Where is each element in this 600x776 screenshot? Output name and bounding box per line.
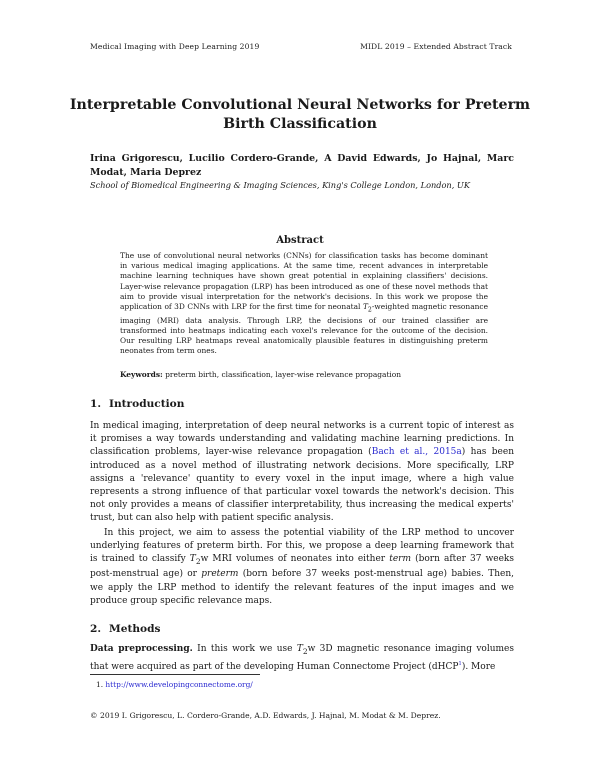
section-title: Introduction [109,398,185,410]
text-span: (born after 37 weeks post-menstrual age) or [90,554,514,580]
footnote-number: 1. [96,680,104,689]
citation-link[interactable]: Bach et al., 2015a [371,447,462,458]
abstract-body [120,251,488,357]
text-span: MRI volumes of neonates into either [208,554,390,565]
t2-symbol: T [189,554,196,565]
running-header-right: MIDL 2019 – Extended Abstract Track [360,42,512,51]
footnote [96,680,253,689]
text-span: In medical imaging, interpretation of deep neural networks is a current topic of interest as it promises a way towards understanding and validating machine learning predictions. In classification problems, layer-wise relevance propagation ( [90,421,514,458]
copyright-notice: © 2019 I. Grigorescu, L. Cordero-Grande, A.D. Edwards, J. Hajnal, M. Modat & M. Deprez. [90,711,441,720]
text-span: ) has been introduced as a novel method of illustrating network decisions. More specifically, LRP assigns a 'relevance' quantity to every voxel in the input image, where a high value represents a strong influence of that particular voxel towards the network's decision. This not only provides a means of classifier interpretability, thus increasing the medical experts' trust, but can also help with patient specific analysis. [90,447,514,524]
footnote-marker[interactable]: 1 [458,661,462,667]
abstract-text-1: The use of convolutional neural networks (CNNs) for classification tasks has become dominant in various medical imaging applications. At the same time, recent advances in interpretable machine learning techniques have shown great potential in explaining classifiers' decisions. Layer-wise relevance propagation (LRP) has been introduced as one of these novel methods that aim to provide visual interpretation for the network's decisions. In this work we propose the application of 3D CNNs with LRP for the first time for neonatal [120,251,488,312]
author-list: Irina Grigorescu, Lucilio Cordero-Grande, A David Edwards, Jo Hajnal, Marc Modat, Maria Deprez [90,153,514,178]
text-span: 3D magnetic resonance imaging volumes that were acquired as part of the developing Human Connectome Project (dHCP [90,644,514,672]
abstract-heading: Abstract [276,235,324,246]
section-number: 1. [90,398,102,410]
section-heading-methods [90,623,161,635]
section-title: Methods [109,623,161,635]
keywords-text: preterm birth, classification, layer-wise relevance propagation [165,370,402,379]
keywords [120,370,401,379]
paper-title [0,96,600,134]
text-span: In this project, we aim to assess the potential viability of the LRP method to uncover underlying features of preterm birth. For this, we propose a deep learning framework that is trained to classify [90,528,514,565]
t2-subscript: 2 [302,646,308,656]
text-span: ). More [461,662,496,672]
t2-symbol: T [296,644,303,654]
affiliation: School of Biomedical Engineering & Imaging Sciences, King's College London, London, UK [90,180,470,190]
methods-paragraph-1 [90,643,514,674]
paragraph-lead: Data preprocessing. [90,644,193,654]
text-span: In this work we use [192,644,297,654]
footnote-url-link[interactable]: http://www.developingconnectome.org/ [105,680,253,689]
title-line-1: Interpretable Convolutional Neural Networks for Preterm [69,97,531,113]
t2-symbol: T [362,302,368,312]
section-heading-introduction [90,398,184,410]
intro-paragraph-2 [90,527,514,608]
running-header-left: Medical Imaging with Deep Learning 2019 [90,42,260,51]
intro-paragraph-1 [90,420,514,526]
title-line-2: Birth Classification [223,116,377,132]
text-span: w [307,644,316,654]
text-span: (born before 37 weeks post-menstrual age) babies. Then, we apply the LRP method to identify the relevant features of the input images and we produce group specific relevance maps. [90,569,514,606]
t2-subscript: 2 [195,557,201,567]
abstract-text-2: -weighted magnetic resonance imaging (MRI) data analysis. Through LRP, the decisions of our trained classifier are transformed into heatmaps indicating each voxel's relevance for the outcome of the decision. Our resulting LRP heatmaps reveal anatomically plausible features in distinguishing preterm neonates from term ones. [120,302,488,356]
footnote-divider [90,674,260,675]
term-emphasis: term [389,554,411,565]
section-number: 2. [90,623,102,635]
keywords-label: Keywords: [120,370,163,379]
text-span: w [200,554,209,565]
preterm-emphasis: preterm [201,569,239,580]
t2-subscript: 2 [367,306,372,314]
